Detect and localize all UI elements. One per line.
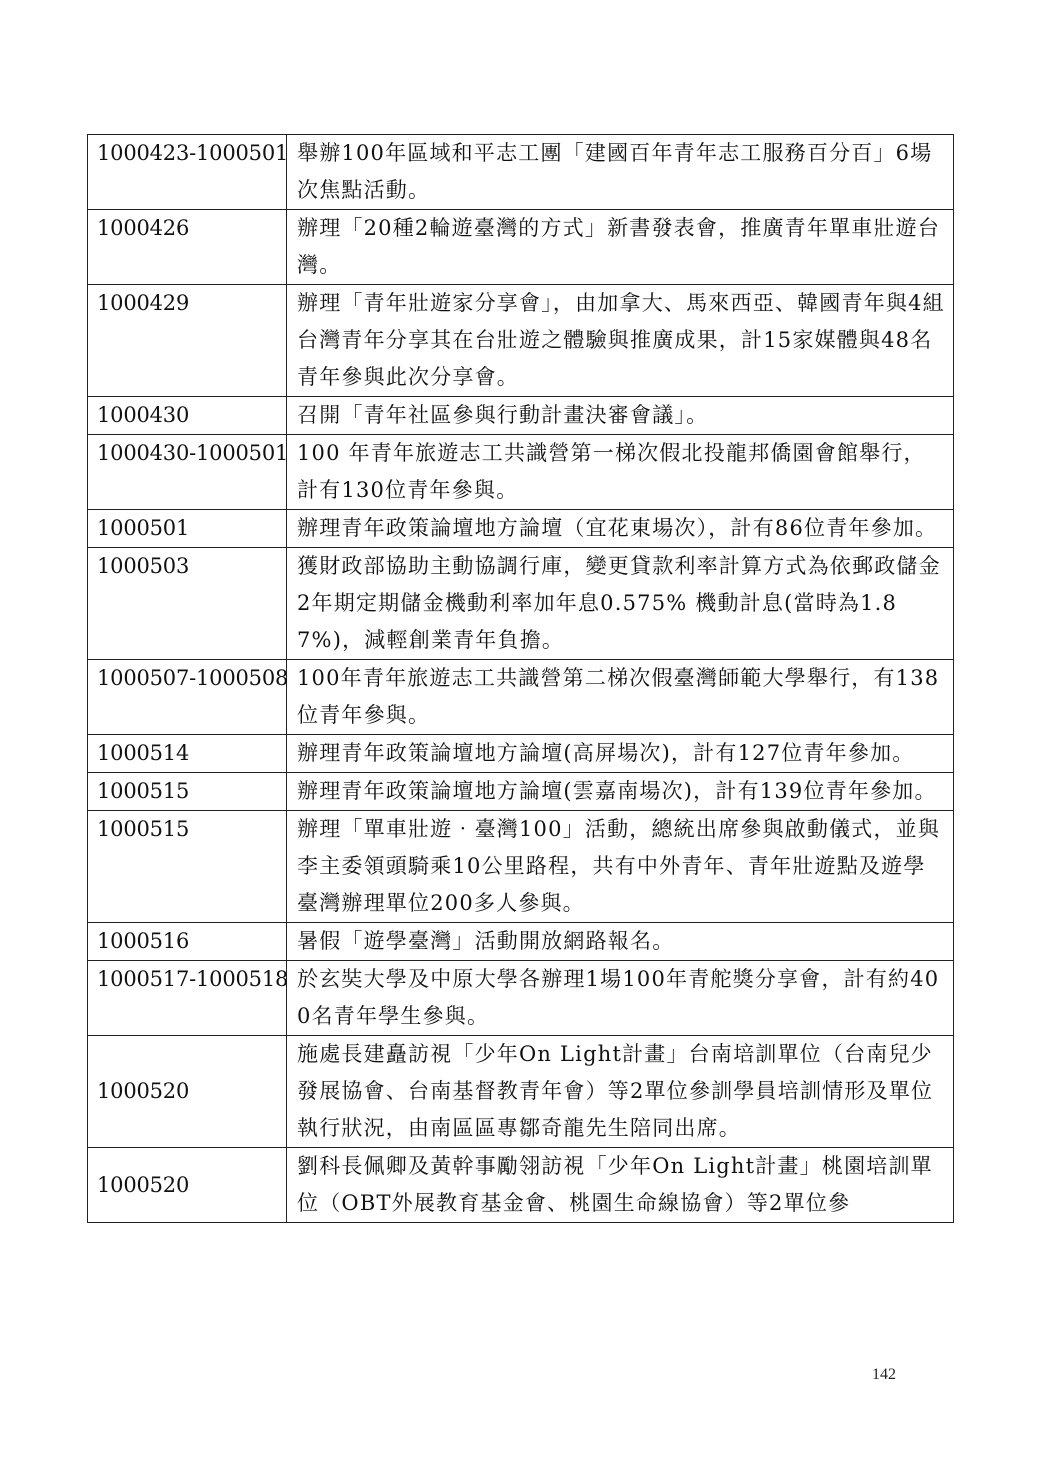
description-cell: 辦理青年政策論壇地方論壇(高屏場次)，計有127位青年參加。 (287, 735, 954, 773)
description-cell: 辦理青年政策論壇地方論壇（宜花東場次），計有86位青年參加。 (287, 510, 954, 548)
description-cell: 施處長建矗訪視「少年On Light計畫」台南培訓單位（台南兒少發展協會、台南基督教青年會）等2單位參訓學員培訓情形及單位執行狀況，由南區區專鄒奇龍先生陪同出席。 (287, 1036, 954, 1148)
table-row (88, 210, 954, 285)
date-cell: 1000430-1000501 (88, 435, 287, 510)
table-row (88, 510, 954, 548)
table-row (88, 397, 954, 435)
description-cell: 100 年青年旅遊志工共識營第一梯次假北投龍邦僑園會館舉行，計有130位青年參與。 (287, 435, 954, 510)
table-row (88, 135, 954, 210)
table-row (88, 1036, 954, 1148)
date-cell: 1000514 (88, 735, 287, 773)
truncated-description: 劉科長佩卿及黃幹事勵翎訪視「少年On Light計畫」桃園培訓單位（OBT外展教育基金會、桃園生命線協會）等2單位參 (297, 1154, 933, 1215)
date-cell: 1000520 (88, 1148, 287, 1223)
page-number: 142 (872, 1366, 896, 1383)
table-row (88, 660, 954, 735)
date-cell: 1000501 (88, 510, 287, 548)
table-row (88, 811, 954, 923)
description-cell: 獲財政部協助主動協調行庫，變更貸款利率計算方式為依郵政儲金2年期定期儲金機動利率加年息0.575% 機動計息(當時為1.87%)，減輕創業青年負擔。 (287, 548, 954, 660)
table-row (88, 548, 954, 660)
date-cell: 1000507-1000508 (88, 660, 287, 735)
date-cell: 1000426 (88, 210, 287, 285)
table-row (88, 285, 954, 397)
table-row (88, 923, 954, 961)
description-cell: 辦理「單車壯遊‧臺灣100」活動，總統出席參與啟動儀式，並與李主委領頭騎乘10公里路程，共有中外青年、青年壯遊點及遊學臺灣辦理單位200多人參與。 (287, 811, 954, 923)
date-cell: 1000520 (88, 1036, 287, 1148)
description-cell: 辦理「青年壯遊家分享會」，由加拿大、馬來西亞、韓國青年與4組台灣青年分享其在台壯遊之體驗與推廣成果，計15家媒體與48名青年參與此次分享會。 (287, 285, 954, 397)
date-cell: 1000515 (88, 773, 287, 811)
description-cell: 於玄奘大學及中原大學各辦理1場100年青舵獎分享會，計有約400名青年學生參與。 (287, 961, 954, 1036)
description-cell: 辦理「20種2輪遊臺灣的方式」新書發表會，推廣青年單車壯遊台灣。 (287, 210, 954, 285)
date-cell: 1000515 (88, 811, 287, 923)
date-cell: 1000517-1000518 (88, 961, 287, 1036)
date-cell: 1000503 (88, 548, 287, 660)
description-cell: 100年青年旅遊志工共識營第二梯次假臺灣師範大學舉行，有138位青年參與。 (287, 660, 954, 735)
table-row (88, 961, 954, 1036)
description-cell: 辦理青年政策論壇地方論壇(雲嘉南場次)，計有139位青年參加。 (287, 773, 954, 811)
table-row (88, 735, 954, 773)
date-cell: 1000429 (88, 285, 287, 397)
table-row (88, 1148, 954, 1223)
table-row (88, 435, 954, 510)
description-cell: 舉辦100年區域和平志工團「建國百年青年志工服務百分百」6場次焦點活動。 (287, 135, 954, 210)
date-cell: 1000430 (88, 397, 287, 435)
description-cell: 暑假「遊學臺灣」活動開放網路報名。 (287, 923, 954, 961)
description-cell (287, 1148, 954, 1223)
table-row (88, 773, 954, 811)
description-cell: 召開「青年社區參與行動計畫決審會議」。 (287, 397, 954, 435)
date-cell: 1000423-1000501 (88, 135, 287, 210)
events-table (87, 134, 954, 1223)
date-cell: 1000516 (88, 923, 287, 961)
